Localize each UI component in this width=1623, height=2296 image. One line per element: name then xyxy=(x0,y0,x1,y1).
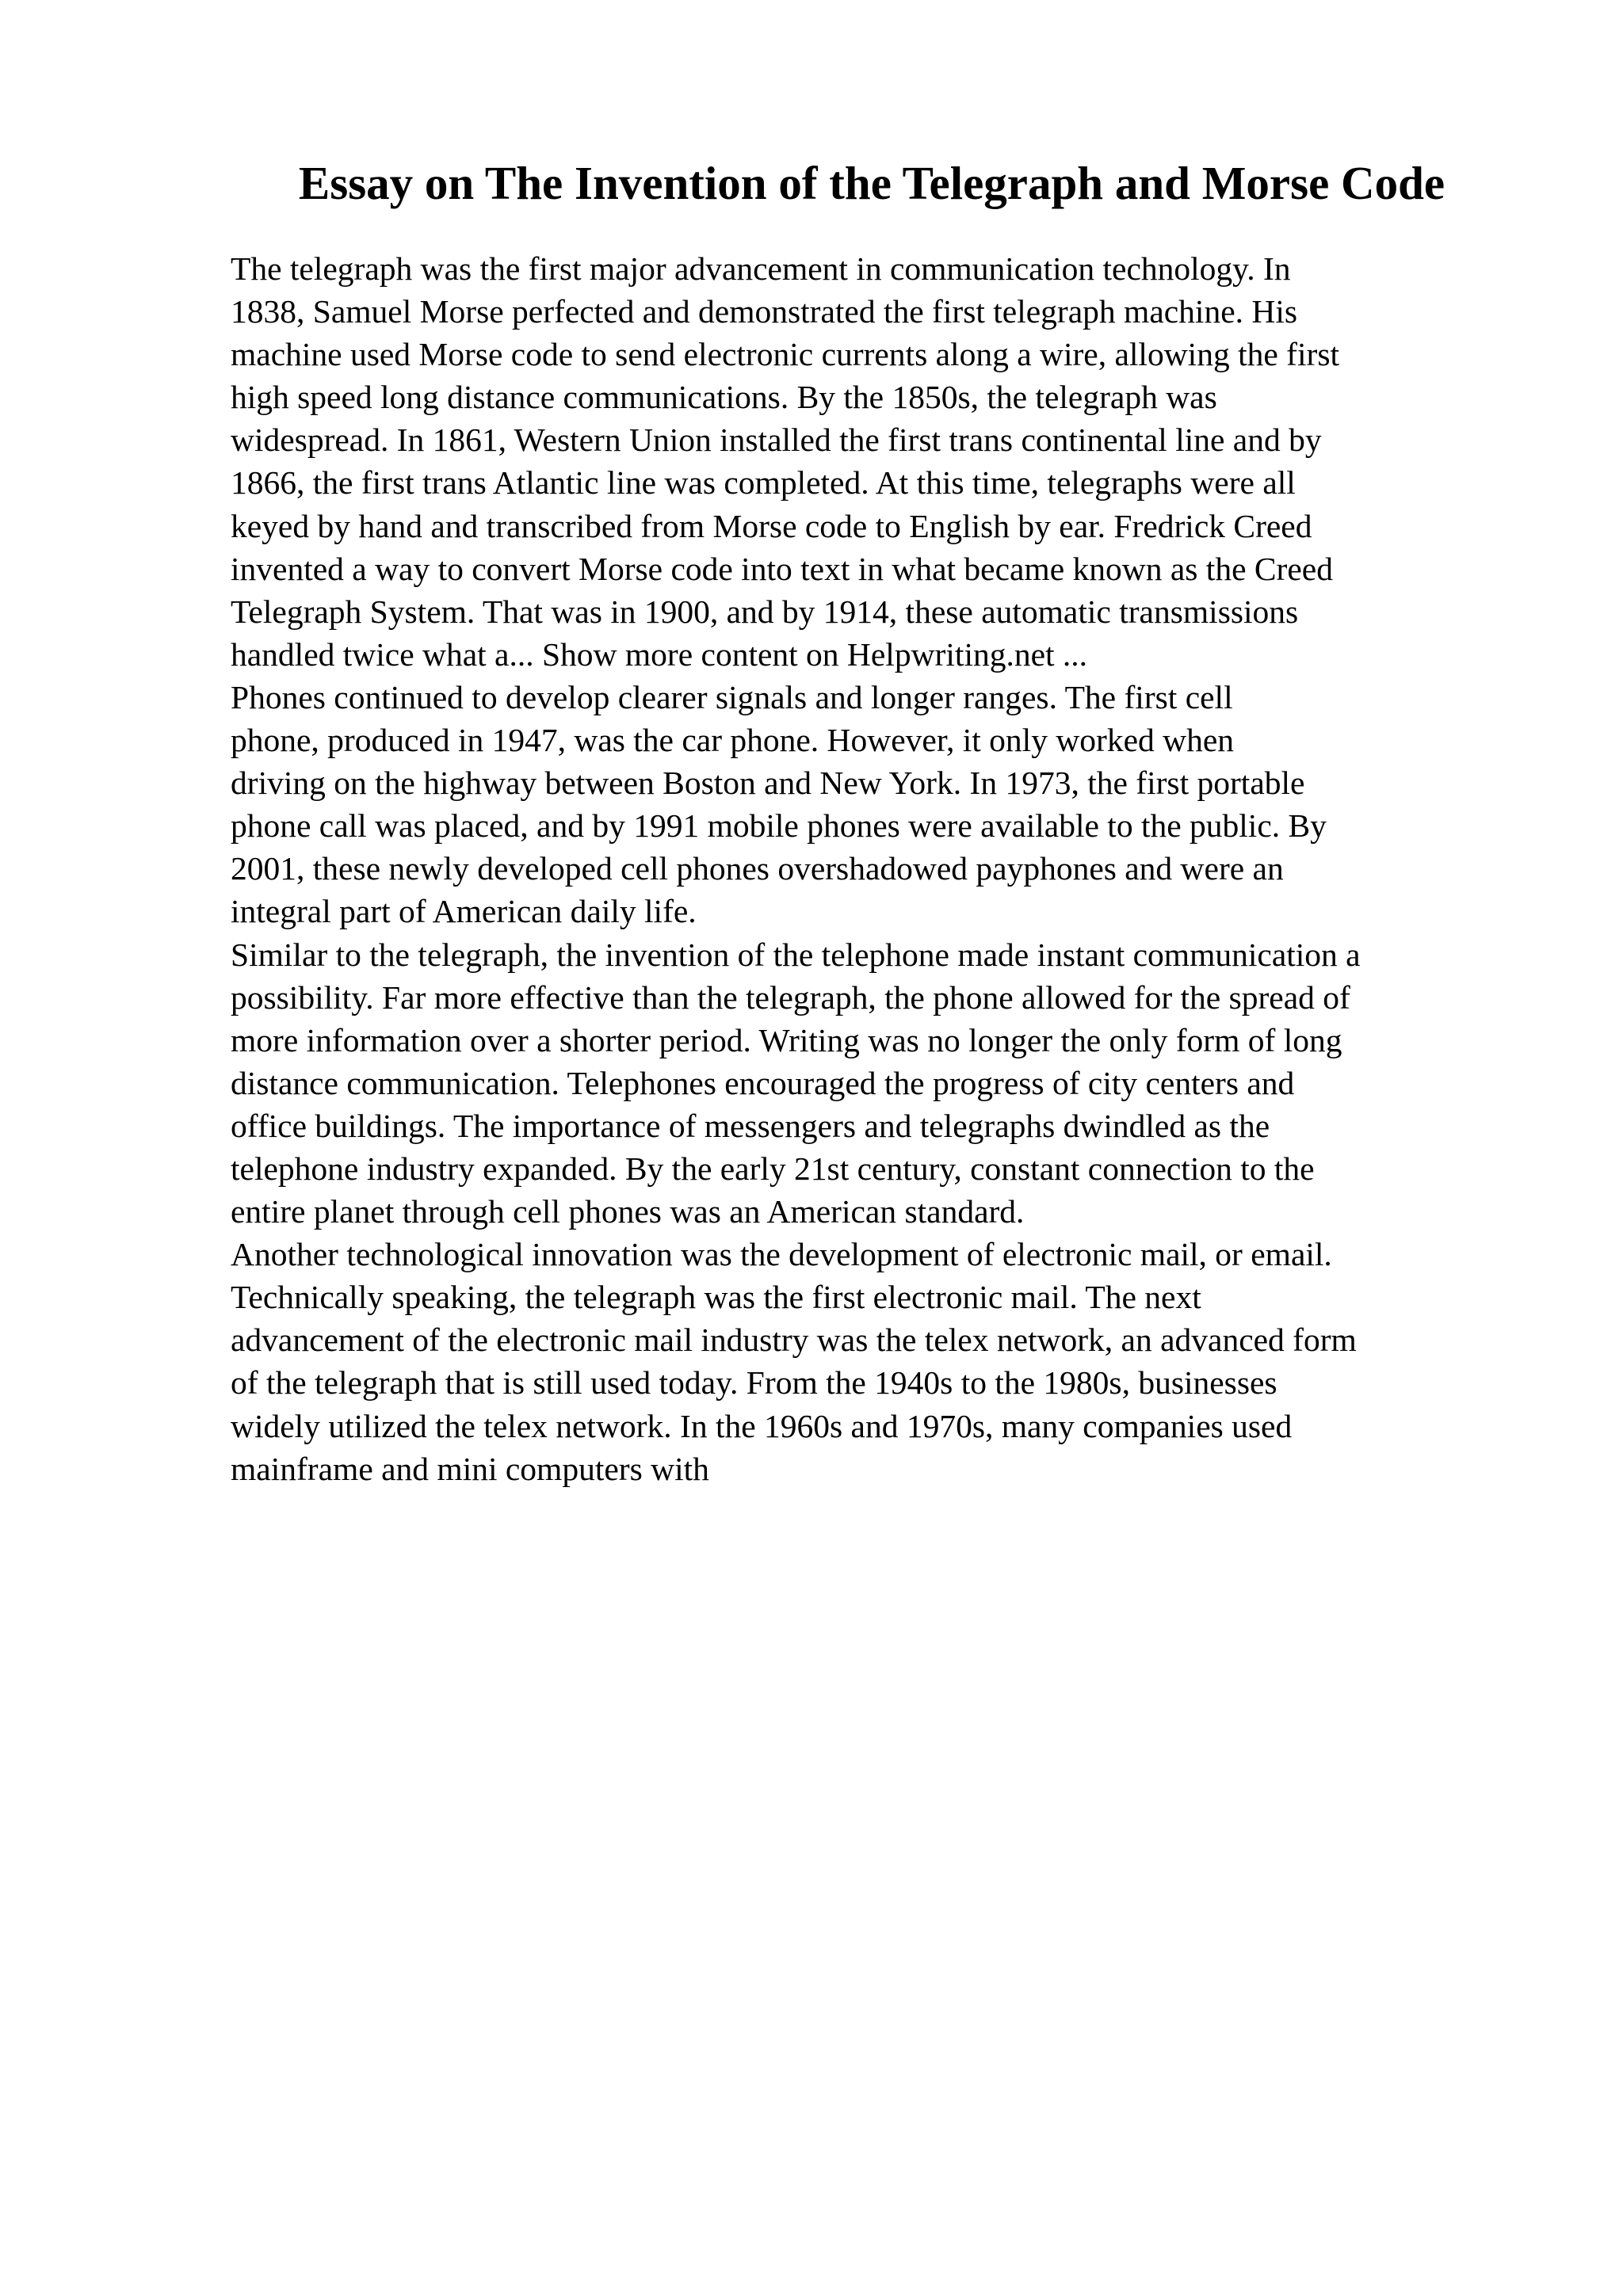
text-line: Phones continued to develop clearer signals and longer ranges. The first cell xyxy=(231,678,1233,715)
text-line: Technically speaking, the telegraph was the first electronic mail. The next xyxy=(231,1279,1201,1316)
paragraph-email xyxy=(231,1233,1514,1490)
text-line: phone, produced in 1947, was the car phone. However, it only worked when xyxy=(231,722,1235,759)
document-title: Essay on The Invention of the Telegraph and Morse Code xyxy=(298,157,1445,209)
text-line: 1838, Samuel Morse perfected and demonstrated the first telegraph machine. His xyxy=(231,293,1298,330)
text-line: Telegraph System. That was in 1900, and by 1914, these automatic transmissions xyxy=(231,593,1299,630)
text-line: mainframe and mini computers with xyxy=(231,1450,709,1487)
text-line: handled twice what a... Show more content on Helpwriting.net ... xyxy=(231,635,1088,673)
paragraph-phones xyxy=(231,676,1514,933)
text-line: office buildings. The importance of messengers and telegraphs dwindled as the xyxy=(231,1107,1270,1144)
text-line: possibility. Far more effective than the telegraph, the phone allowed for the spread of xyxy=(231,978,1350,1016)
text-line: 2001, these newly developed cell phones overshadowed payphones and were an xyxy=(231,850,1284,887)
text-line: integral part of American daily life. xyxy=(231,893,697,930)
text-line: Similar to the telegraph, the invention of the telephone made instant communication a xyxy=(231,936,1361,973)
text-line: The telegraph was the first major advancement in communication technology. In xyxy=(231,250,1291,287)
text-line: Another technological innovation was the development of electronic mail, or email. xyxy=(231,1236,1332,1273)
text-line: distance communication. Telephones encouraged the progress of city centers and xyxy=(231,1064,1295,1101)
text-line: telephone industry expanded. By the early 21st century, constant connection to the xyxy=(231,1150,1315,1187)
text-line: high speed long distance communications. By the 1850s, the telegraph was xyxy=(231,379,1217,416)
text-line: keyed by hand and transcribed from Morse code to English by ear. Fredrick Creed xyxy=(231,507,1312,544)
text-line: entire planet through cell phones was an American standard. xyxy=(231,1193,1025,1230)
text-line: advancement of the electronic mail industry was the telex network, an advanced form xyxy=(231,1322,1357,1359)
text-line: invented a way to convert Morse code into text in what became known as the Creed xyxy=(231,550,1333,587)
text-line: widely utilized the telex network. In the 1960s and 1970s, many companies used xyxy=(231,1407,1293,1444)
text-line: of the telegraph that is still used today. From the 1940s to the 1980s, businesses xyxy=(231,1364,1277,1402)
document-body xyxy=(231,247,1514,1490)
paragraph-telegraph xyxy=(231,247,1514,676)
text-line: phone call was placed, and by 1991 mobile phones were available to the public. By xyxy=(231,807,1327,845)
text-line: 1866, the first trans Atlantic line was completed. At this time, telegraphs were all xyxy=(231,464,1296,502)
text-line: driving on the highway between Boston and New York. In 1973, the first portable xyxy=(231,765,1305,802)
text-line: machine used Morse code to send electronic currents along a wire, allowing the first xyxy=(231,336,1340,373)
text-line: widespread. In 1861, Western Union installed the first trans continental line and by xyxy=(231,421,1322,459)
paragraph-telephone xyxy=(231,933,1514,1234)
text-line: more information over a shorter period. Writing was no longer the only form of long xyxy=(231,1021,1342,1058)
